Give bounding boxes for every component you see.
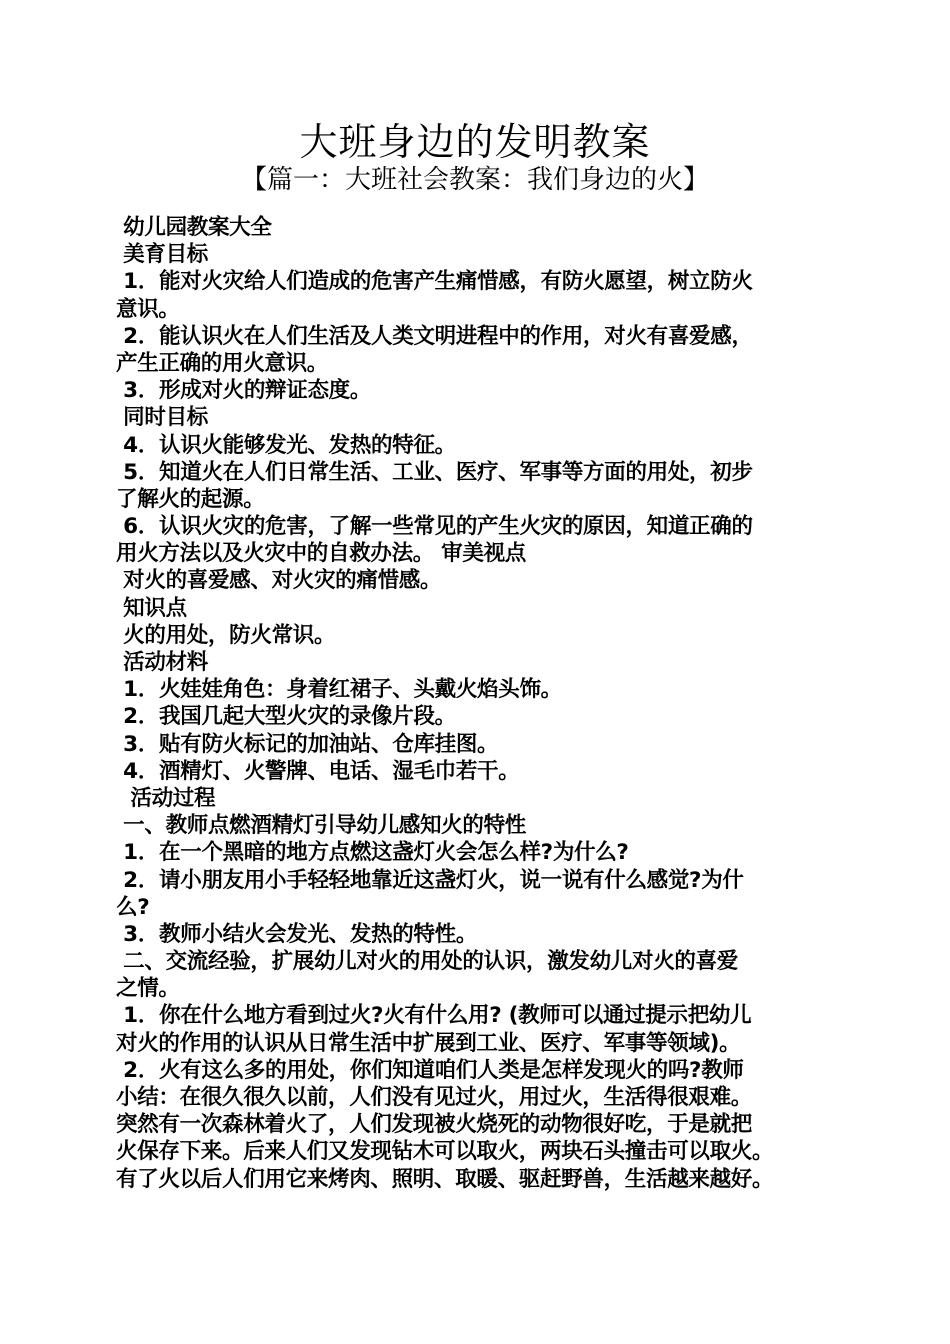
text-line: 么? <box>116 894 150 920</box>
text-line: 知识点 <box>116 595 187 621</box>
text-line: 用火方法以及火灾中的自救办法。 审美视点 <box>116 541 526 567</box>
text-line: 3．贴有防火标记的加油站、仓库挂图。 <box>116 731 499 757</box>
text-line: 美育目标 <box>116 242 208 268</box>
text-line: 同时目标 <box>116 405 208 431</box>
text-line: 4．认识火能够发光、发热的特征。 <box>116 432 456 458</box>
text-line: 2．请小朋友用小手轻轻地靠近这盏灯火，说一说有什么感觉?为什 <box>116 867 744 893</box>
text-line: 活动过程 <box>116 785 216 811</box>
text-line: 3．教师小结火会发光、发热的特性。 <box>116 921 478 947</box>
text-line: 1．火娃娃角色：身着红裙子、头戴火焰头饰。 <box>116 677 562 703</box>
text-line: 2．能认识火在人们生活及人类文明进程中的作用，对火有喜爱感， <box>116 323 753 349</box>
text-line: 对火的作用的认识从日常生活中扩展到工业、医疗、军事等领域)。 <box>116 1030 741 1056</box>
text-line: 火保存下来。后来人们又发现钻木可以取火，两块石头撞击可以取火。 <box>116 1139 774 1165</box>
text-line: 5．知道火在人们日常生活、工业、医疗、军事等方面的用处，初步 <box>116 459 753 485</box>
text-line: 6．认识火灾的危害，了解一些常见的产生火灾的原因，知道正确的 <box>116 514 753 540</box>
text-line: 活动材料 <box>116 650 208 675</box>
document-title: 大班身边的发明教案 <box>299 120 651 164</box>
text-line: 2．我国几起大型火灾的录像片段。 <box>116 704 456 730</box>
text-line: 之情。 <box>116 976 180 1002</box>
text-line: 1．你在什么地方看到过火?火有什么用? (教师可以通过提示把幼儿 <box>116 1003 752 1029</box>
text-line: 小结：在很久很久以前，人们没有见过火，用过火，生活得很艰难。 <box>116 1085 753 1110</box>
text-line: 幼儿园教案大全 <box>116 215 272 240</box>
text-line: 有了火以后人们用它来烤肉、照明、取暖、驱赶野兽，生活越来越好。 <box>116 1166 774 1192</box>
text-line: 突然有一次森林着火了，人们发现被火烧死的动物很好吃，于是就把 <box>116 1112 753 1138</box>
text-line: 了解火的起源。 <box>116 486 265 512</box>
document-subtitle: 【篇一：大班社会教案：我们身边的火】 <box>240 165 709 195</box>
text-line: 对火的喜爱感、对火灾的痛惜感。 <box>116 568 442 594</box>
text-line: 2．火有这么多的用处，你们知道咱们人类是怎样发现火的吗?教师 <box>116 1057 744 1083</box>
text-line: 意识。 <box>116 296 180 322</box>
document-body <box>116 214 840 1193</box>
text-line: 1．能对火灾给人们造成的危害产生痛惜感，有防火愿望，树立防火 <box>116 269 753 295</box>
text-line: 火的用处，防火常识。 <box>116 622 336 648</box>
text-line: 1．在一个黑暗的地方点燃这盏灯火会怎么样?为什么? <box>116 840 629 866</box>
text-line: 二、交流经验，扩展幼儿对火的用处的认识，激发幼儿对火的喜爱 <box>116 949 738 975</box>
text-line: 产生正确的用火意识。 <box>116 350 329 376</box>
text-line: 一、教师点燃酒精灯引导幼儿感知火的特性 <box>116 813 526 839</box>
text-line: 3．形成对火的辩证态度。 <box>116 378 372 404</box>
text-line: 4．酒精灯、火警牌、电话、湿毛巾若干。 <box>116 758 520 784</box>
